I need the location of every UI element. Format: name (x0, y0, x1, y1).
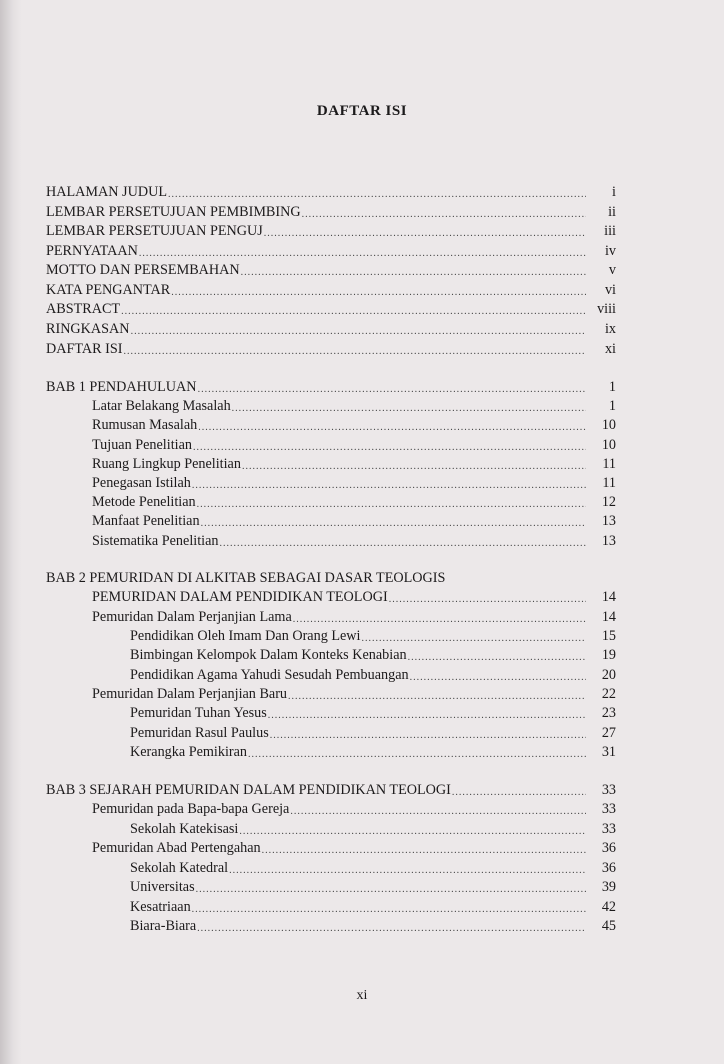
toc-entry-label: PEMURIDAN DALAM PENDIDIKAN TEOLOGI (92, 589, 388, 605)
toc-entry-page: xi (604, 341, 616, 357)
toc-entry (130, 646, 616, 665)
leader-dots (290, 804, 586, 819)
toc-entry-page: i (612, 184, 616, 200)
toc-entry (130, 859, 616, 878)
toc-entry (130, 627, 616, 646)
toc-entry (92, 532, 616, 551)
leader-dots (239, 824, 586, 839)
toc-entry (92, 397, 616, 416)
toc-entry (46, 300, 616, 319)
toc-entry-page: iii (604, 223, 616, 239)
toc-entry-label: BAB 1 PENDAHULUAN (46, 379, 197, 395)
toc-entry-label: Pemuridan Abad Pertengahan (92, 840, 261, 856)
toc-entry-label: Pemuridan Dalam Perjanjian Baru (92, 686, 288, 702)
toc-entry-label: Ruang Lingkup Penelitian (92, 456, 241, 472)
toc-entry-label: ABSTRACT (46, 301, 121, 317)
toc-entry-label: Metode Penelitian (92, 494, 196, 510)
toc-entry-page: 19 (601, 647, 616, 663)
toc-entry-page: 14 (601, 589, 616, 605)
leader-dots (262, 843, 586, 858)
toc-entry-page: 31 (601, 744, 616, 760)
toc-entry (92, 436, 616, 455)
leader-dots (248, 747, 586, 762)
toc-entry-label: Universitas (130, 879, 195, 895)
toc-entry-label: Bimbingan Kelompok Dalam Konteks Kenabian (130, 647, 407, 663)
toc-entry-label: Manfaat Penelitian (92, 513, 200, 529)
toc-entry-label: BAB 2 PEMURIDAN DI ALKITAB SEBAGAI DASAR TEOLOGIS (46, 570, 446, 586)
toc-entry (46, 340, 616, 359)
toc-entry-label: Rumusan Masalah (92, 417, 198, 433)
leader-dots (168, 187, 586, 202)
toc-entry-label: LEMBAR PERSETUJUAN PENGUJ (46, 223, 263, 239)
toc-entry-label: Pendidikan Agama Yahudi Sesudah Pembuangan (130, 667, 409, 683)
toc-entry-page: 10 (601, 417, 616, 433)
toc-entry (92, 839, 616, 858)
toc-entry (92, 512, 616, 531)
toc-entry-label: Kerangka Pemikiran (130, 744, 248, 760)
toc-entry (130, 704, 616, 723)
toc-entry-page: 27 (601, 725, 616, 741)
toc-entry-page: 33 (601, 782, 616, 798)
leader-dots (219, 536, 586, 551)
leader-dots (268, 708, 586, 723)
toc-entry-page: 23 (601, 705, 616, 721)
toc-entry (130, 878, 616, 897)
leader-dots (196, 882, 586, 897)
toc-entry-label: Tujuan Penelitian (92, 437, 192, 453)
toc-entry (92, 685, 616, 704)
toc-entry-page: 12 (601, 494, 616, 510)
leader-dots (171, 285, 586, 300)
toc-entry-label: BAB 3 SEJARAH PEMURIDAN DALAM PENDIDIKAN TEOLOGI (46, 782, 451, 798)
page-number-footer: xi (356, 988, 368, 1003)
leader-dots (197, 921, 586, 936)
toc-entry-page: 1 (608, 398, 616, 414)
toc-entry (130, 724, 616, 743)
toc-entry (46, 203, 616, 222)
toc-entry-page: 45 (601, 918, 616, 934)
toc-entry-label: Pemuridan pada Bapa-bapa Gereja (92, 801, 290, 817)
toc-entry-page: 14 (601, 609, 616, 625)
toc-entry-label: Sekolah Katedral (130, 860, 229, 876)
leader-dots (241, 265, 586, 280)
toc-entry (46, 183, 616, 202)
leader-dots (192, 902, 586, 917)
toc-entry-page: v (608, 262, 616, 278)
toc-entry-page: 42 (601, 899, 616, 915)
toc-entry-label: Biara-Biara (130, 918, 197, 934)
leader-dots (452, 785, 586, 800)
toc-entry-label: PERNYATAAN (46, 243, 138, 259)
toc-entry-label: Penegasan Istilah (92, 475, 191, 491)
toc-entry-label: HALAMAN JUDUL (46, 184, 167, 200)
toc-entry-label: LEMBAR PERSETUJUAN PEMBIMBING (46, 204, 301, 220)
toc-entry-label: Sistematika Penelitian (92, 533, 219, 549)
toc-entry-label: KATA PENGANTAR (46, 282, 171, 298)
toc-entry (46, 222, 616, 241)
leader-dots (197, 497, 586, 512)
toc-entry-page: 22 (601, 686, 616, 702)
toc-entry-page: 36 (601, 860, 616, 876)
leader-dots (410, 670, 586, 685)
toc-entry-page: ix (604, 321, 616, 337)
toc-entry (130, 743, 616, 762)
toc-entry (92, 493, 616, 512)
toc-entry (130, 917, 616, 936)
toc-entry (46, 281, 616, 300)
toc-entry-page: 13 (601, 513, 616, 529)
toc-entry-label: Pendidikan Oleh Imam Dan Orang Lewi (130, 628, 361, 644)
leader-dots (288, 689, 586, 704)
toc-entry-label: Pemuridan Rasul Paulus (130, 725, 269, 741)
toc-entry-page: 39 (601, 879, 616, 895)
toc-entry (46, 261, 616, 280)
leader-dots (389, 592, 586, 607)
toc-entry-label: Latar Belakang Masalah (92, 398, 231, 414)
toc-entry-label: Kesatriaan (130, 899, 191, 915)
page-binding-shadow (0, 0, 22, 1064)
leader-dots (242, 459, 586, 474)
toc-entry-page: 33 (601, 801, 616, 817)
leader-dots (139, 246, 586, 261)
leader-dots (198, 382, 586, 397)
leader-dots (229, 863, 586, 878)
toc-entry-page: 11 (602, 475, 616, 491)
toc-entry (92, 474, 616, 493)
leader-dots (270, 728, 586, 743)
toc-entry-page: viii (597, 301, 616, 317)
leader-dots (192, 478, 586, 493)
toc-entry (92, 588, 616, 607)
toc-entry-label: Pemuridan Tuhan Yesus (130, 705, 267, 721)
toc-entry (92, 416, 616, 435)
toc-entry-label: Sekolah Katekisasi (130, 821, 239, 837)
toc-entry (130, 666, 616, 685)
leader-dots (201, 516, 586, 531)
toc-entry (92, 800, 616, 819)
leader-dots (264, 226, 586, 241)
leader-dots (124, 344, 586, 359)
toc-entry-label: MOTTO DAN PERSEMBAHAN (46, 262, 240, 278)
toc-entry-page: 15 (601, 628, 616, 644)
leader-dots (302, 207, 586, 222)
toc-entry (46, 320, 616, 339)
toc-entry (46, 781, 616, 800)
toc-entry (92, 455, 616, 474)
toc-entry (130, 898, 616, 917)
leader-dots (293, 612, 586, 627)
toc-entry (92, 608, 616, 627)
toc-entry-page: 33 (601, 821, 616, 837)
page-title: DAFTAR ISI (316, 103, 408, 119)
leader-dots (232, 401, 586, 416)
toc-entry-page: 36 (601, 840, 616, 856)
toc-entry-label: Pemuridan Dalam Perjanjian Lama (92, 609, 292, 625)
leader-dots (198, 420, 586, 435)
toc-entry (46, 242, 616, 261)
toc-entry-page: iv (604, 243, 616, 259)
toc-entry-page: vi (604, 282, 616, 298)
toc-entry-page: ii (608, 204, 616, 220)
toc-entry-label: DAFTAR ISI (46, 341, 123, 357)
leader-dots (362, 631, 587, 646)
toc-entry-page: 1 (608, 379, 616, 395)
toc-entry-label: RINGKASAN (46, 321, 130, 337)
toc-entry (46, 378, 616, 397)
leader-dots (121, 304, 586, 319)
toc-entry-page: 20 (601, 667, 616, 683)
toc-entry (130, 820, 616, 839)
leader-dots (408, 650, 586, 665)
toc-entry-page: 10 (601, 437, 616, 453)
toc-entry-page: 11 (602, 456, 616, 472)
leader-dots (131, 324, 586, 339)
toc-entry-page: 13 (601, 533, 616, 549)
leader-dots (193, 440, 586, 455)
